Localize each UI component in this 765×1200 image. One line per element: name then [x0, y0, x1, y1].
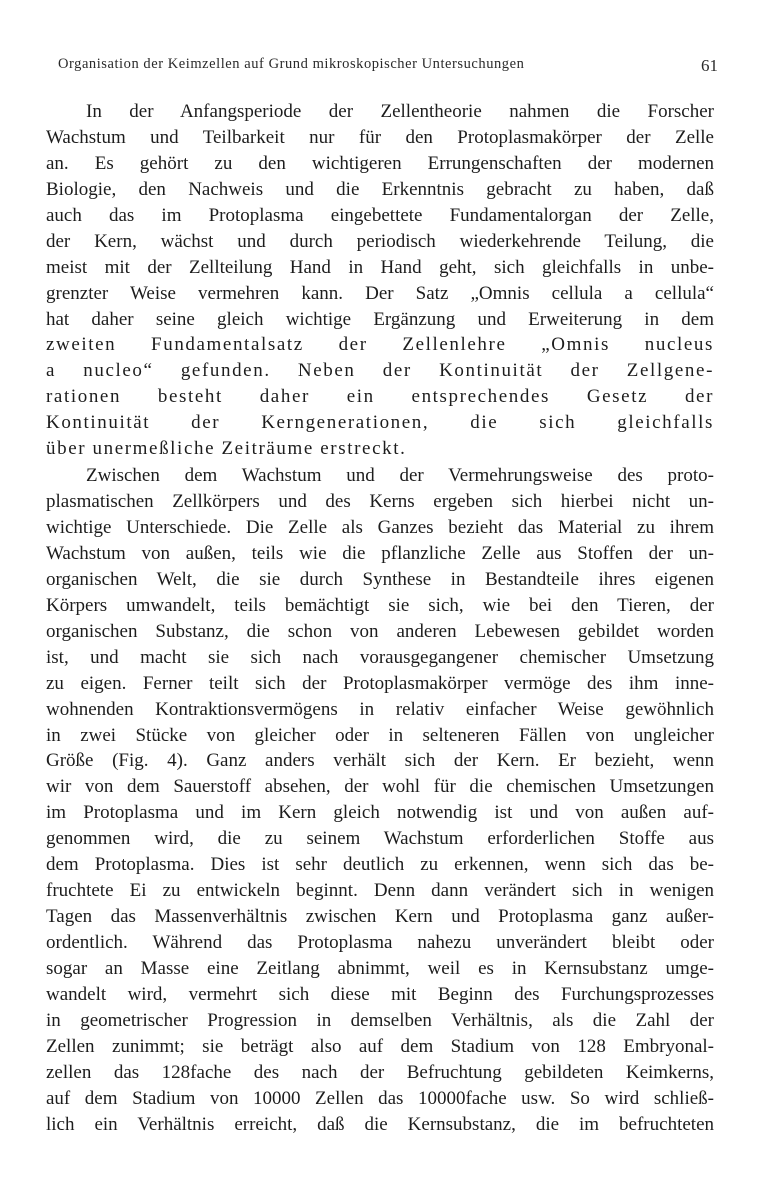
text-line: Biologie, den Nachweis und die Erkenntnis gebracht zu haben, daß	[46, 178, 714, 200]
text-line: Größe (Fig. 4). Ganz anders verhält sich der Kern. Er bezieht, wenn	[46, 750, 714, 772]
text-line: zellen das 128fache des nach der Befruchtung gebildeten Keimkerns,	[46, 1061, 714, 1083]
text-line: Wachstum und Teilbarkeit nur für den Protoplasmakörper der Zelle	[46, 126, 714, 148]
paragraph-2	[46, 463, 714, 1137]
running-head-title: Organisation der Keimzellen auf Grund mikroskopischer Untersuchungen	[58, 56, 525, 72]
text-line: Kontinuität der Kerngenerationen, die sich gleichfalls	[46, 412, 714, 434]
text-line: Wachstum von außen, teils wie die pflanzliche Zelle aus Stoffen der un-	[46, 542, 714, 564]
text-line: wir von dem Sauerstoff absehen, der wohl für die chemischen Umsetzungen	[46, 776, 714, 798]
text-line: wichtige Unterschiede. Die Zelle als Ganzes bezieht das Material zu ihrem	[46, 517, 714, 538]
text-line: zweiten Fundamentalsatz der Zellenlehre „Omnis nucleus	[46, 334, 714, 356]
text-line: lich ein Verhältnis erreicht, daß die Kernsubstanz, die im befruchteten	[46, 1113, 714, 1135]
text-line: Tagen das Massenverhältnis zwischen Kern und Protoplasma ganz außer-	[46, 906, 714, 928]
text-line: Zwischen dem Wachstum und der Vermehrungsweise des proto-	[86, 465, 714, 487]
text-line: wandelt wird, vermehrt sich diese mit Beginn des Furchungsprozesses	[46, 983, 714, 1005]
text-line: In der Anfangsperiode der Zellentheorie nahmen die Forscher	[86, 101, 714, 122]
text-line: Körpers umwandelt, teils bemächtigt sie sich, wie bei den Tieren, der	[46, 594, 714, 616]
text-line: Zellen zunimmt; sie beträgt also auf dem Stadium von 128 Embryonal-	[46, 1035, 714, 1057]
text-line: grenzter Weise vermehren kann. Der Satz „Omnis cellula a cellula“	[46, 282, 714, 304]
text-line: fruchtete Ei zu entwickeln beginnt. Denn dann verändert sich in wenigen	[46, 880, 714, 902]
text-line: der Kern, wächst und durch periodisch wiederkehrende Teilung, die	[46, 230, 714, 252]
text-line: wohnenden Kontraktionsvermögens in relativ einfacher Weise gewöhnlich	[46, 698, 714, 720]
text-line: hat daher seine gleich wichtige Ergänzung und Erweiterung in dem	[46, 308, 714, 330]
text-line: zu eigen. Ferner teilt sich der Protoplasmakörper vermöge des ihm inne-	[46, 672, 714, 694]
page-number: 61	[701, 56, 718, 75]
text-line: auch das im Protoplasma eingebettete Fundamentalorgan der Zelle,	[46, 204, 714, 226]
text-line: ordentlich. Während das Protoplasma nahezu unverändert bleibt oder	[46, 932, 714, 953]
text-line: ist, und macht sie sich nach vorausgegangener chemischer Umsetzung	[46, 646, 714, 668]
text-line: rationen besteht daher ein entsprechendes Gesetz der	[46, 386, 714, 408]
paragraph-1	[46, 99, 714, 462]
text-line: plasmatischen Zellkörpers und des Kerns ergeben sich hierbei nicht un-	[46, 491, 714, 513]
text-line: in geometrischer Progression in demselben Verhältnis, als die Zahl der	[46, 1009, 714, 1031]
body-text	[46, 99, 714, 1138]
running-head	[58, 56, 718, 80]
text-line: meist mit der Zellteilung Hand in Hand geht, sich gleichfalls in unbe-	[46, 256, 714, 278]
text-line: im Protoplasma und im Kern gleich notwendig ist und von außen auf-	[46, 802, 714, 824]
text-line: in zwei Stücke von gleicher oder in selteneren Fällen von ungleicher	[46, 724, 714, 746]
text-line: dem Protoplasma. Dies ist sehr deutlich zu erkennen, wenn sich das be-	[46, 854, 714, 876]
text-line: organischen Welt, die sie durch Synthese in Bestandteile ihres eigenen	[46, 568, 714, 590]
text-line: sogar an Masse eine Zeitlang abnimmt, weil es in Kernsubstanz umge-	[46, 957, 714, 979]
text-line: genommen wird, die zu seinem Wachstum erforderlichen Stoffe aus	[46, 828, 714, 850]
text-line: organischen Substanz, die schon von anderen Lebewesen gebildet worden	[46, 620, 714, 642]
text-line: über unermeßliche Zeiträume erstreckt.	[46, 438, 407, 460]
text-line: auf dem Stadium von 10000 Zellen das 10000fache usw. So wird schließ-	[46, 1087, 714, 1109]
text-line: an. Es gehört zu den wichtigeren Errungenschaften der modernen	[46, 152, 714, 174]
text-line: a nucleo“ gefunden. Neben der Kontinuität der Zellgene-	[46, 360, 714, 382]
